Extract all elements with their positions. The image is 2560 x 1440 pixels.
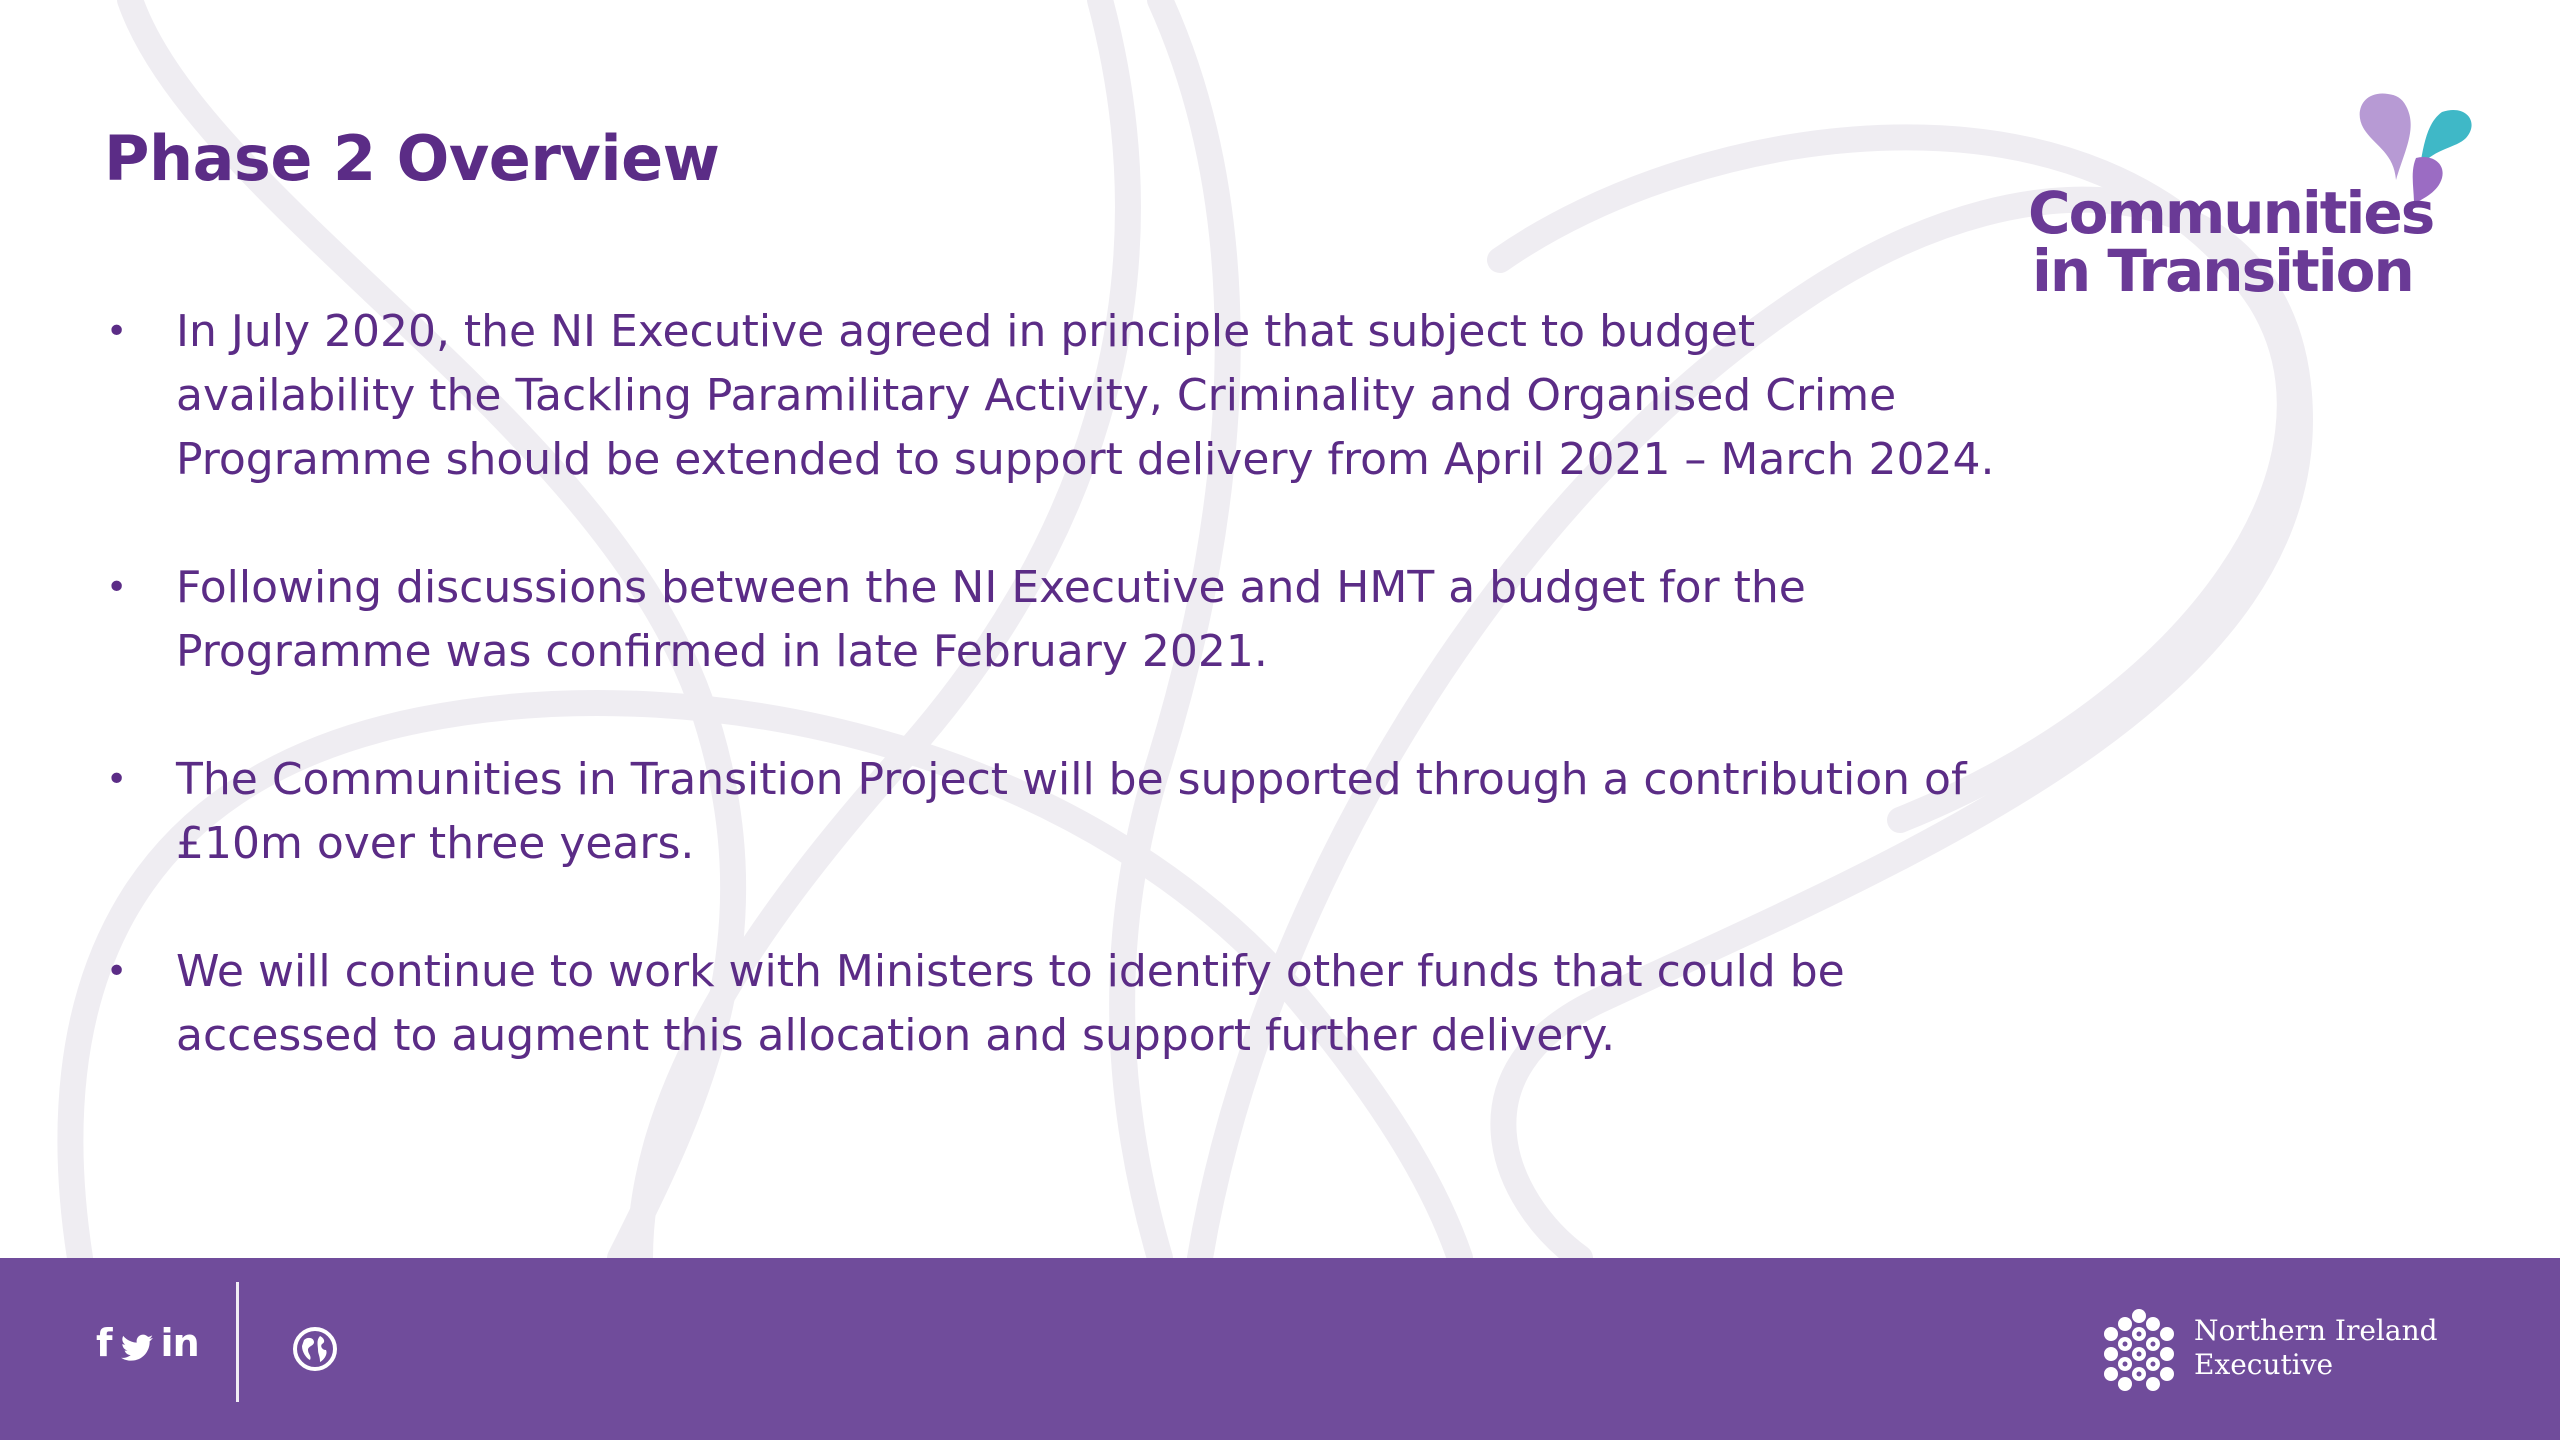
bullet-dot: •: [106, 567, 128, 608]
logo-text-line2: in Transition: [2032, 237, 2413, 305]
page-title: Phase 2 Overview: [104, 122, 720, 195]
northern-ireland-executive-logo: [2098, 1302, 2458, 1402]
bullet-text: In July 2020, the NI Executive agreed in principle that subject to budget availability the Tackling Paramilitary Activity, Criminality and Organised Crime Programme should be extended to support delivery from April 2021 – March 2024.: [176, 306, 1995, 485]
communities-in-transition-logo: [2020, 88, 2480, 308]
flax-flower-icon: [2098, 1306, 2180, 1396]
social-links: [96, 1321, 199, 1365]
bullet-list: [100, 300, 2000, 1132]
facebook-icon[interactable]: f: [96, 1321, 113, 1365]
footer-divider: [236, 1282, 239, 1402]
bullet-dot: •: [106, 951, 128, 992]
globe-icon[interactable]: [292, 1326, 338, 1372]
org-name: [2194, 1314, 2438, 1382]
footer-bar: [0, 1258, 2560, 1440]
bullet-item: [100, 748, 2000, 876]
org-name-line2: Executive: [2194, 1348, 2334, 1381]
bullet-item: [100, 556, 2000, 684]
logo-text-line1: Communities: [2028, 179, 2434, 247]
org-name-line1: Northern Ireland: [2194, 1314, 2438, 1347]
bullet-dot: •: [106, 759, 128, 800]
linkedin-icon[interactable]: in: [160, 1321, 199, 1365]
bullet-text: We will continue to work with Ministers to identify other funds that could be accessed to augment this allocation and support further delivery.: [176, 946, 1845, 1061]
bullet-item: [100, 300, 2000, 492]
twitter-icon[interactable]: [121, 1334, 153, 1362]
bullet-dot: •: [106, 311, 128, 352]
bullet-text: The Communities in Transition Project will be supported through a contribution of £10m over three years.: [176, 754, 1967, 869]
bullet-item: [100, 940, 2000, 1068]
bullet-text: Following discussions between the NI Executive and HMT a budget for the Programme was confirmed in late February 2021.: [176, 562, 1806, 677]
